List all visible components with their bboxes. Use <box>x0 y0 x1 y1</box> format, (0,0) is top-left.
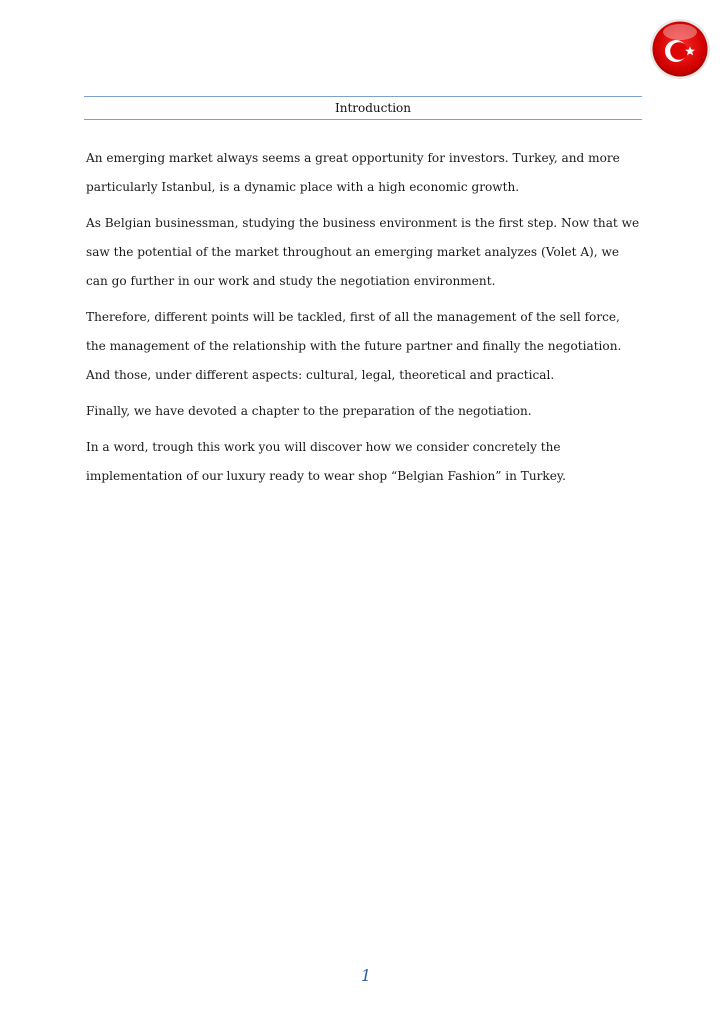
paragraph-3: Therefore, different points will be tackled, first of all the management of the sell force, the management of the relationship with the future partner and finally the negotiation. And those, under different aspects: cultural, legal, theoretical and practical. <box>86 310 622 382</box>
page-number: 1 <box>360 966 372 985</box>
turkey-flag-icon <box>649 18 711 80</box>
section-title: Introduction <box>335 101 411 115</box>
paragraph-5: In a word, trough this work you will discover how we consider concretely the implementation of our luxury ready to wear shop “Belgian Fashion” in Turkey. <box>86 440 566 483</box>
header-rule-bottom <box>84 119 642 120</box>
paragraph-4: Finally, we have devoted a chapter to the preparation of the negotiation. <box>86 404 532 418</box>
paragraph-1: An emerging market always seems a great opportunity for investors. Turkey, and more particularly Istanbul, is a dynamic place with a high economic growth. <box>86 151 620 194</box>
paragraph-2: As Belgian businessman, studying the business environment is the first step. Now that we saw the potential of the market throughout an emerging market analyzes (Volet A), we can go further in our work and study the negotiation environment. <box>86 216 640 288</box>
header-rule-top <box>84 96 642 97</box>
body-text <box>86 144 642 498</box>
